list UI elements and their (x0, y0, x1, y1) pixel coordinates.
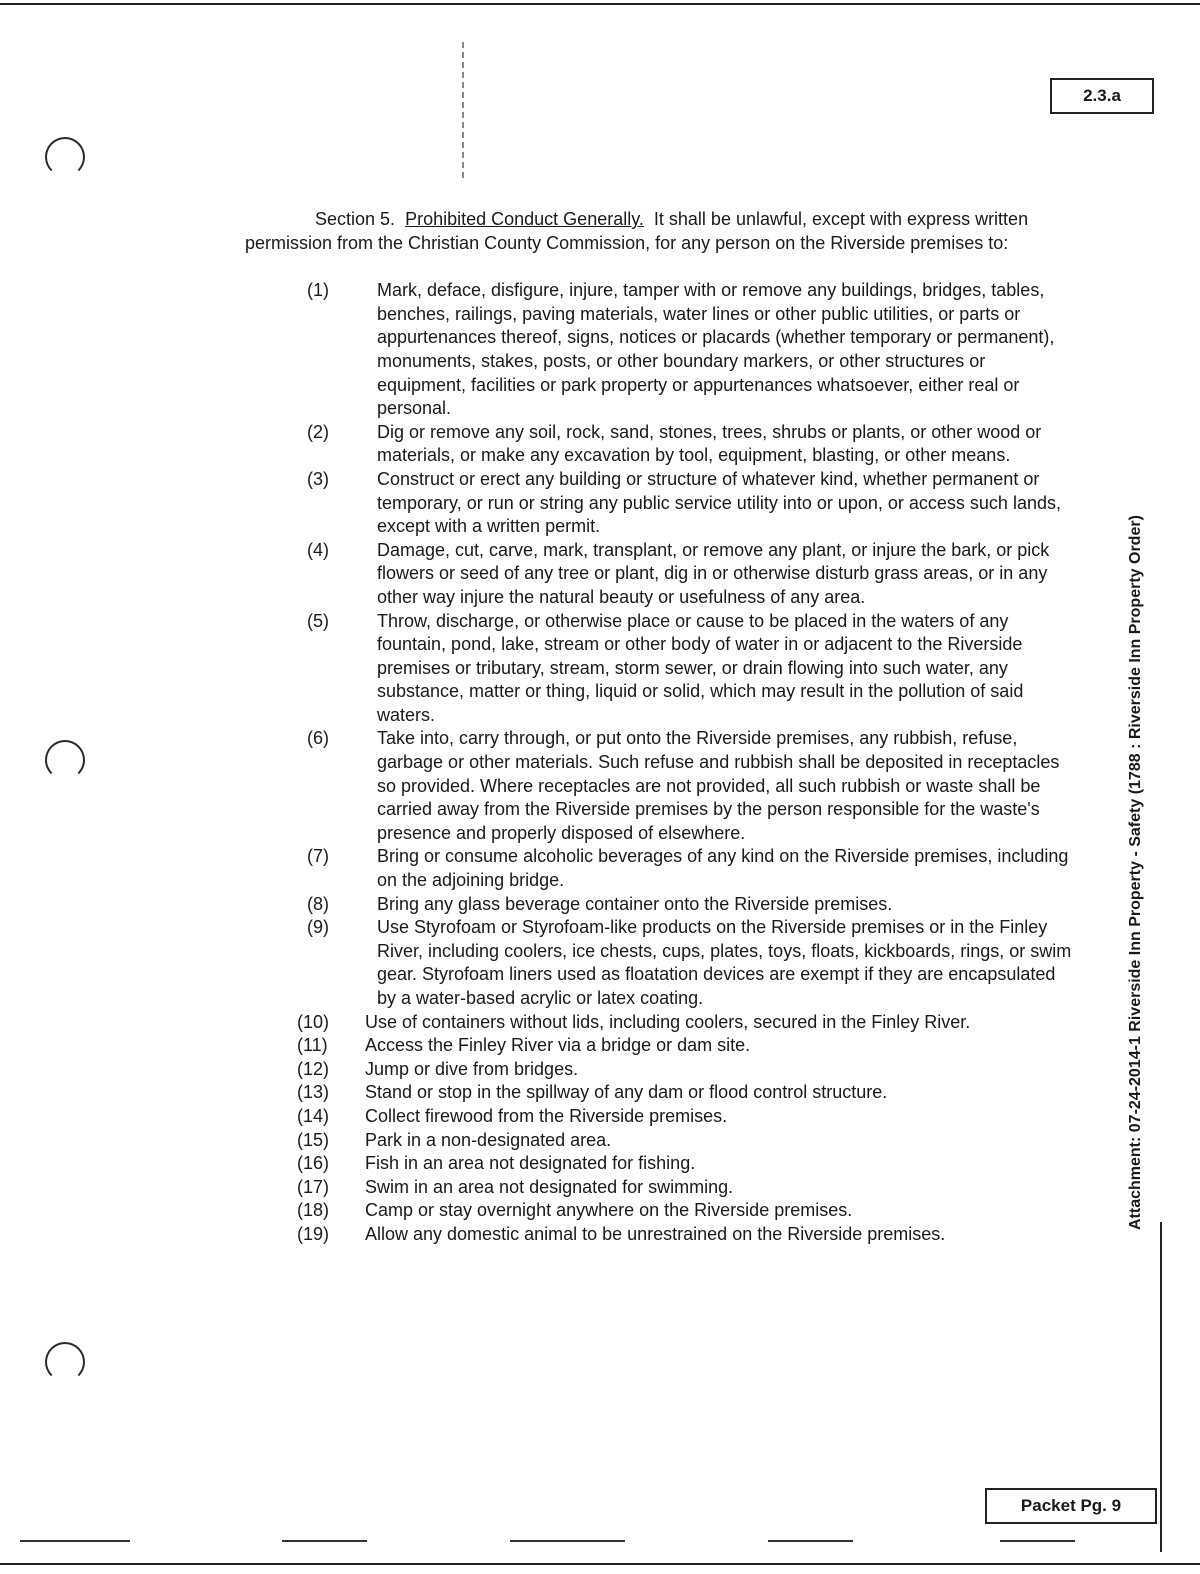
item-number: (13) (297, 1082, 330, 1103)
item-number: (8) (307, 893, 329, 914)
punch-hole (45, 137, 85, 177)
list-item (245, 1058, 1075, 1082)
item-text: Damage, cut, carve, mark, transplant, or remove any plant, or injure the bark, or pick flowers or seed of any tree or plant, dig in or otherwise disturb grass areas, or in any other way injure the natural beauty or usefulness of any area. (377, 539, 1050, 607)
list-item (245, 1105, 1075, 1129)
list-item (245, 1129, 1075, 1153)
list-item (245, 1223, 1075, 1247)
item-number: (12) (297, 1058, 330, 1079)
item-number: (19) (297, 1223, 330, 1244)
item-number: (7) (307, 846, 329, 867)
item-text: Mark, deface, disfigure, injure, tamper with or remove any buildings, bridges, tables, benches, railings, paving materials, water lines or other public utilities, or parts or appurtenances thereof, signs, notices or placards (whether temporary or permanent), monuments, stakes, posts, or other boundary markers, or other structures or equipment, facilities or park property or appurtenances whatsoever, either real or personal. (377, 280, 1055, 419)
item-number: (18) (297, 1200, 330, 1221)
section-heading: Prohibited Conduct Generally. (405, 209, 644, 229)
list-item (245, 610, 1075, 728)
item-number: (6) (307, 728, 329, 749)
list-item (245, 1011, 1075, 1035)
item-number: (2) (307, 421, 329, 442)
item-number: (11) (297, 1035, 328, 1056)
scan-artifact-dash (1000, 1540, 1075, 1542)
attachment-side-label: Attachment: 07-24-2014-1 Riverside Inn Property - Safety (1788 : Riverside Inn Property Order) (1127, 515, 1144, 1230)
scan-artifact-line (462, 42, 464, 182)
item-text: Collect firewood from the Riverside premises. (365, 1105, 728, 1126)
item-number: (17) (297, 1176, 330, 1197)
item-number: (9) (307, 917, 329, 938)
item-text: Access the Finley River via a bridge or dam site. (365, 1035, 751, 1056)
list-item (245, 1199, 1075, 1223)
punch-hole (45, 740, 85, 780)
list-item (245, 845, 1075, 892)
list-item (245, 1034, 1075, 1058)
item-text: Camp or stay overnight anywhere on the Riverside premises. (365, 1200, 853, 1221)
item-text: Bring or consume alcoholic beverages of any kind on the Riverside premises, including on the adjoining bridge. (377, 846, 1069, 891)
list-item (245, 539, 1075, 610)
item-text: Use Styrofoam or Styrofoam-like products on the Riverside premises or in the Finley River, including coolers, ice chests, cups, plates, toys, floats, kickboards, rings, or swim gear. Styrofoam liners used as floatation devices are exempt if they are encapsulated by a water-based acrylic or latex coating. (377, 917, 1072, 1008)
list-item (245, 468, 1075, 539)
item-text: Use of containers without lids, including coolers, secured in the Finley River. (365, 1011, 971, 1032)
list-item (245, 1081, 1075, 1105)
side-rule (1160, 1222, 1162, 1552)
item-number: (4) (307, 539, 329, 560)
section-intro (245, 208, 1075, 255)
scan-artifact-dash (768, 1540, 853, 1542)
packet-page-box: Packet Pg. 9 (985, 1488, 1157, 1524)
scan-artifact-dash (510, 1540, 625, 1542)
item-text: Construct or erect any building or structure of whatever kind, whether permanent or temporary, or run or string any public service utility into or upon, or access such lands, except with a written permit. (377, 468, 1061, 537)
item-number: (5) (307, 610, 329, 631)
section-body (245, 208, 1075, 1247)
item-number: (16) (297, 1153, 330, 1174)
bottom-scan-rule (0, 1563, 1200, 1565)
item-number: (10) (297, 1011, 330, 1032)
top-scan-rule (0, 3, 1200, 5)
item-text: Swim in an area not designated for swimming. (365, 1176, 734, 1197)
item-text: Bring any glass beverage container onto the Riverside premises. (377, 893, 893, 914)
item-text: Stand or stop in the spillway of any dam or flood control structure. (365, 1082, 888, 1103)
section-intro-text: It shall be unlawful, except with express written permission from the Christian County Commission, for any person on the Riverside premises to: (245, 209, 1029, 253)
item-text: Dig or remove any soil, rock, sand, stones, trees, shrubs or plants, or other wood or materials, or make any excavation by tool, equipment, blasting, or other means. (377, 421, 1042, 466)
item-text: Throw, discharge, or otherwise place or cause to be placed in the waters of any fountain, pond, lake, stream or other body of water in or adjacent to the Riverside premises or tributary, stream, storm sewer, or drain flowing into such water, any substance, matter or thing, liquid or solid, which may result in the pollution of said waters. (377, 610, 1024, 725)
list-item (245, 421, 1075, 468)
item-text: Take into, carry through, or put onto the Riverside premises, any rubbish, refuse, garbage or other materials. Such refuse and rubbish shall be deposited in receptacles so provided. Where receptacles are not provided, all such rubbish or waste shall be carried away from the Riverside premises by the person responsible for the waste's presence and properly disposed of elsewhere. (377, 728, 1060, 843)
item-number: (15) (297, 1129, 330, 1150)
item-text: Allow any domestic animal to be unrestrained on the Riverside premises. (365, 1223, 946, 1244)
list-item (245, 279, 1075, 421)
item-number: (14) (297, 1105, 330, 1126)
list-item (245, 916, 1075, 1010)
item-number: (1) (307, 280, 329, 301)
item-text: Park in a non-designated area. (365, 1129, 612, 1150)
document-tag: 2.3.a (1050, 78, 1154, 114)
item-number: (3) (307, 468, 329, 489)
list-item (245, 727, 1075, 845)
scan-artifact-dash (20, 1540, 130, 1542)
punch-hole (45, 1342, 85, 1382)
list-item (245, 1152, 1075, 1176)
item-text: Fish in an area not designated for fishing. (365, 1153, 696, 1174)
list-item (245, 1176, 1075, 1200)
scan-artifact-dash (282, 1540, 367, 1542)
section-lead: Section 5. (315, 209, 396, 229)
item-text: Jump or dive from bridges. (365, 1058, 579, 1079)
prohibited-list (245, 279, 1075, 1246)
list-item (245, 893, 1075, 917)
